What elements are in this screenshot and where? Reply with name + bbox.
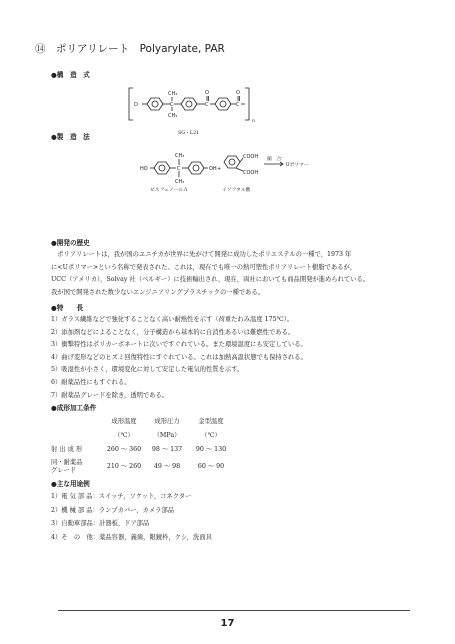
conditions-table [51, 413, 233, 475]
use-item: 4）そ の 他：薬品容器，義歯，眼鏡枠，クシ，洗面具 [51, 533, 212, 541]
unit-cell: （℃） [201, 431, 221, 439]
unit-cell: （MPa） [153, 431, 181, 439]
table-row [51, 455, 233, 475]
table-header-row [51, 413, 233, 427]
process-ch3-bottom: CH₃ [175, 179, 185, 185]
footer-rule [58, 610, 410, 611]
table-cell: 60 ～ 90 [197, 462, 225, 470]
process-plus: + [217, 166, 222, 172]
feature-item: 1）ガラス繊維などで強化することなく高い耐熱性を示す（荷重たわみ温度 175℃）。 [51, 316, 294, 323]
header-cell: 成形温度 [111, 417, 137, 425]
table-cell: 210 ～ 260 [106, 462, 142, 470]
table-row [51, 441, 233, 455]
table-cell: 260 ～ 360 [106, 445, 142, 453]
row-label-line1: 同・耐薬品 [51, 459, 83, 466]
feature-item: 7）耐薬品グレードを除き，透明である。 [51, 391, 169, 399]
formula-subscript-n: n [252, 119, 255, 124]
history-paragraph [51, 249, 411, 299]
uses-list [51, 490, 411, 544]
formula-oxygen-left: O [134, 102, 138, 108]
feature-item: 5）吸湿性が小さく，環境変化に対して安定した電気的性質を示す。 [51, 366, 244, 374]
row-label-line2: グレード [51, 467, 77, 474]
table-cell: 90 ～ 130 [195, 445, 227, 453]
feature-item: 2）添加剤などによることなく，分子構造から基本的に自消性あるいは難燃性である。 [51, 328, 295, 336]
header-cell: 成形圧力 [154, 417, 180, 425]
feature-item: 6）耐薬品性にもすぐれる。 [51, 378, 131, 386]
feature-item: 3）衝撃特性はポリカーボネートに次いですぐれている。また環境温度にも安定している。 [51, 341, 307, 349]
formula-carbon-3: C [236, 102, 240, 108]
process-reaction-label: 縮 合 [267, 157, 282, 162]
history-line: 我が国で開発された数少ないエンジニアリングプラスチックの一種である。 [51, 288, 265, 296]
unit-cell: （℃） [114, 431, 134, 439]
process-reactant2: イソフタル酸 [222, 188, 251, 193]
process-oh: OH [209, 166, 217, 172]
table-cell: 98 ～ 137 [151, 445, 183, 453]
use-item: 1）電 気 部 品：スイッチ，ソケット，コネクター [51, 493, 192, 500]
formula-carbonyl-o-1: O [205, 90, 209, 96]
formula-ch3-bottom: CH₃ [168, 113, 178, 119]
history-line: ポリアリレートは，我が国のユニチカが世界に先がけて開発に成功したポリエステルの一種で，1973 年 [51, 251, 352, 258]
process-heading: ●製 造 法 [51, 133, 90, 141]
process-product: Uポリマー [286, 163, 309, 168]
features-list [51, 314, 411, 402]
history-line: UCC（アメリカ），Solvay 社（ベルギー）に技術輸出され，現在，両社においても商品開発が進められている。 [51, 276, 370, 284]
process-carbon: C [177, 166, 181, 172]
process-scheme [140, 146, 320, 196]
row-label [51, 455, 103, 475]
process-reactant1: ビスフェノールＡ [150, 188, 188, 193]
formula-carbonyl-o-2: O [236, 90, 240, 96]
history-heading: ●開発の歴史 [51, 239, 90, 247]
process-ho: HO [140, 166, 148, 172]
header-cell: 金型温度 [198, 417, 224, 425]
grade-label: SG・L21 [178, 131, 200, 136]
process-ch3-top: CH₃ [175, 153, 185, 159]
page-number: 17 [220, 618, 235, 629]
structural-formula [125, 82, 265, 127]
process-cooh-bottom: COOH [243, 170, 259, 176]
table-cell: 49 ～ 98 [153, 462, 181, 470]
conditions-heading: ●成形加工条件 [51, 404, 97, 412]
table-unit-row [51, 427, 233, 441]
features-heading: ●特 長 [51, 304, 84, 312]
formula-ch3-top: CH₃ [168, 91, 178, 97]
feature-item: 4）曲げ変形などのヒズミ回復特性にすぐれている。これは加熱高温状態でも保持される。 [51, 353, 307, 361]
formula-carbon-2: C [205, 102, 209, 108]
structure-heading: ●構 造 式 [51, 71, 90, 79]
formula-carbon: C [170, 102, 174, 108]
page-title: ⑭ ポリアリレート Polyarylate, PAR [35, 43, 225, 55]
uses-heading: ●主な用途例 [51, 480, 90, 488]
use-item: 2）機 械 部 品：ランプカバー，カメラ部品 [51, 506, 175, 514]
row-label: 射 出 成 形 [51, 445, 83, 453]
process-cooh-top: COOH [243, 154, 259, 160]
use-item: 3）自動車部品：計器板，ドア部品 [51, 520, 150, 527]
history-line: に<Uポリマー>という名称で発表された。これは，現在でも唯一の熱可塑性ポリアリレート樹脂であるが， [51, 263, 357, 271]
